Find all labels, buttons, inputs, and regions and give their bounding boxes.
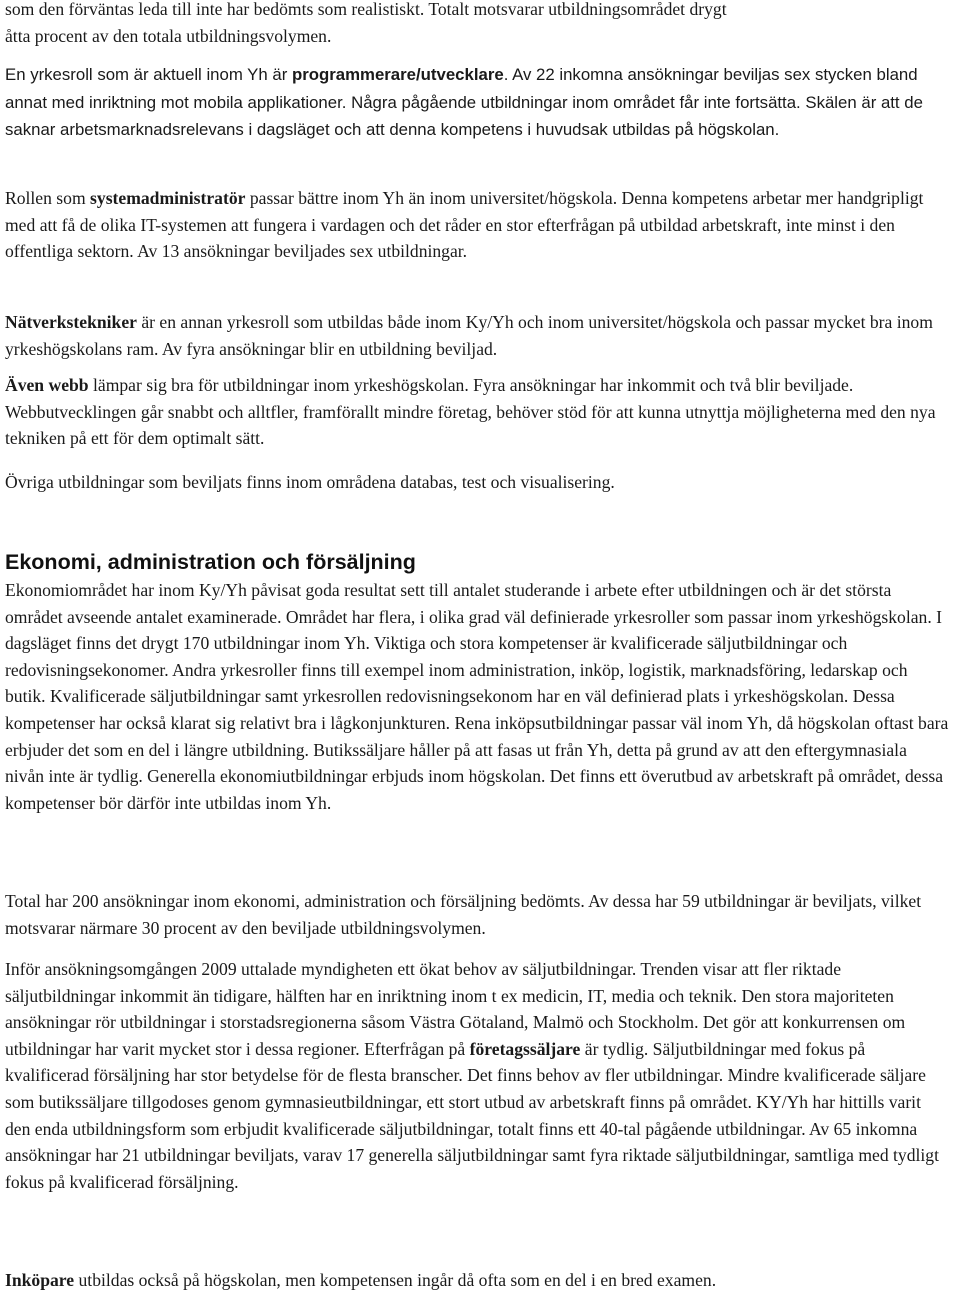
paragraph-purchaser: [5, 1267, 950, 1294]
text: utbildas också på högskolan, men kompetensen ingår då ofta som en del i en bred examen.: [74, 1270, 717, 1290]
bold-term: programmerare/utvecklare: [291, 65, 504, 84]
line: som den förväntas leda till inte har bedömts som realistiskt. Totalt motsvarar utbildningsområdet drygt: [5, 0, 727, 19]
text: . Av 22 inkomna ansökningar beviljas sex stycken bland annat med inriktning mot mobila applikationer.: [5, 65, 918, 112]
paragraph-sysadmin: [5, 185, 950, 265]
bold-term: systemadministratör: [90, 188, 246, 208]
section-heading: Ekonomi, administration och försäljning: [5, 550, 416, 574]
paragraph-intro-continuation: [5, 0, 950, 49]
text: lämpar sig bra för utbildningar inom yrkeshögskolan. Fyra ansökningar har inkommit och två blir beviljade. Webbutvecklingen går snabbt och alltfler, framförallt mindre företag, behöver stöd för att kunna utnyttja möjligheterna med den nya tekniken på ett för dem optimalt sätt.: [5, 375, 936, 449]
text: Total har 200 ansökningar inom ekonomi, administration och försäljning bedömts. Av dessa har 59 utbildningar är beviljats, vilket motsvarar närmare 30 procent av den beviljade utbildningsvolymen.: [5, 891, 922, 938]
paragraph-other: [5, 469, 950, 496]
bold-term: företagssäljare: [469, 1038, 581, 1059]
paragraph-programmer: [5, 61, 950, 144]
bold-term: Nätverkstekniker: [5, 312, 137, 332]
text: Övriga utbildningar som beviljats finns inom områdena databas, test och visualisering.: [5, 472, 615, 492]
bold-term: Även webb: [5, 375, 89, 395]
paragraph-applications-total: [5, 888, 950, 941]
text: passar bättre inom Yh än inom universitet/högskola. Denna kompetens arbetar mer handgripligt med att få de olika IT-systemen att fungera i vardagen och det råder en stor efterfrågan på utbildad arbetskraft, inte minst i den offentliga sektorn. Av 13 ansökningar beviljades sex utbildningar.: [5, 188, 924, 262]
paragraph-network-technician: [5, 309, 950, 362]
text: En yrkesroll som är aktuell inom Yh är: [5, 65, 292, 84]
bold-term: Inköpare: [5, 1270, 75, 1290]
text: Rollen som: [5, 188, 91, 208]
paragraph-web: [5, 372, 950, 452]
paragraph-sales-training: [5, 956, 950, 1195]
text: Inför ansökningsomgången 2009 uttalade myndigheten ett ökat behov av säljutbildningar. Trenden visar att fler riktade säljutbildningar inkommit än tidigare, hälften har en inriktning inom t ex medicin, IT, media och teknik. Den stora majoriteten ansökningar rör utbildningar i storstadsregionerna såsom Västra Götaland, Malmö och Stockholm. Det gör att konkurrensen om utbildningar har varit mycket stor i dessa regioner. Efterfrågan på: [5, 959, 906, 1059]
paragraph-economy: [5, 577, 950, 816]
text: är en annan yrkesroll som utbildas både inom Ky/Yh och inom universitet/högskola och passar mycket bra inom yrkeshögskolans ram. Av fyra ansökningar blir en utbildning beviljad.: [5, 312, 933, 359]
line: åtta procent av den totala utbildningsvolymen.: [5, 25, 332, 46]
text: är tydlig. Säljutbildningar med fokus på kvalificerad försäljning har stor betydelse för de flesta branscher. Det finns behov av fler utbildningar. Mindre kvalificerade säljare som butikssäljare tillgodoses genom gymnasieutbildningar, ett stort utbud av arbetskraft finns på området. KY/Yh har hittills varit den enda utbildningsform som erbjudit kvalificerade säljutbildningar, totalt finns ett 40-tal pågående utbildningar. Av 65 inkomna ansökningar har 21 utbildningar beviljats, varav 17 generella säljutbildningar samt fyra riktade säljutbildningar, samtliga med tydligt fokus på kvalificerad försäljning.: [5, 1038, 939, 1192]
text: Några pågående utbildningar inom området får inte fortsätta. Skälen är att de saknar arbetsmarknadsrelevans i dagsläget och att denna kompetens i huvudsak utbildas på högskolan.: [5, 92, 923, 140]
text: Ekonomiområdet har inom Ky/Yh påvisat goda resultat sett till antalet studerande i arbete efter utbildningen och är det största området avseende antalet examinerade. Området har flera, i olika grad väl definierade yrkesroller som passar inom yrkeshögskolan. I dagsläget finns det drygt 170 utbildningar inom Yh. Viktiga och stora kompetenser är kvalificerade säljutbildningar och redovisningsekonomer. Andra yrkesroller finns till exempel inom administration, inköp, logistik, marknadsföring, ledarskap och butik. Kvalificerade säljutbildningar samt yrkesrollen redovisningsekonom har en väl definierad plats i yrkeshögskolan. Dessa kompetenser har också klarat sig relativt bra i lågkonjunkturen. Rena inköpsutbildningar passar väl inom Yh, då högskolan oftast bara erbjuder det som en del i längre utbildning. Butikssäljare håller på att fasas ut från Yh, detta på grund av att den eftergymnasiala nivån inte är tydlig. Generella ekonomiutbildningar erbjuds inom högskolan. Det finns ett överutbud av arbetskraft på området, dessa kompetenser bör därför inte utbildas inom Yh.: [5, 580, 949, 813]
